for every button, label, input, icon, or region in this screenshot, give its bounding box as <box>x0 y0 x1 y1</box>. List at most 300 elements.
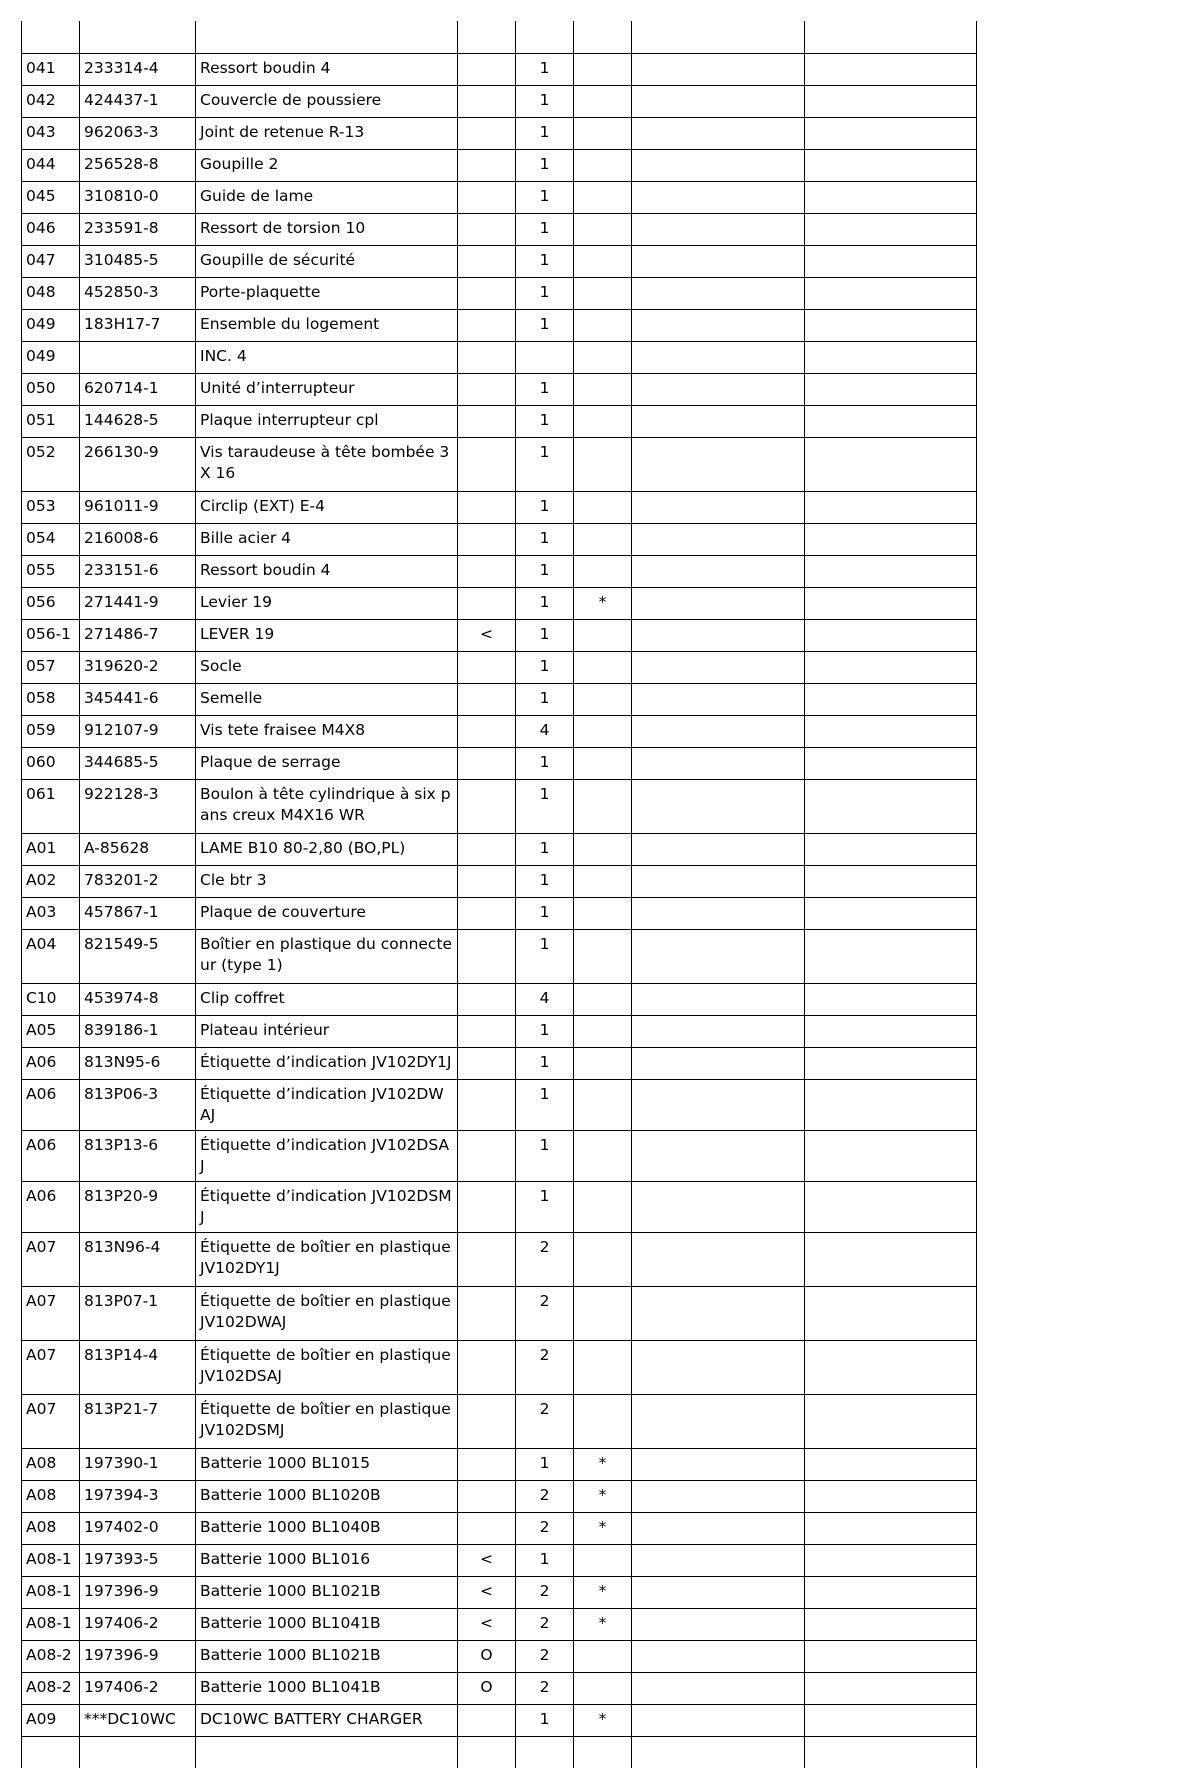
item-number: 059 <box>22 715 80 747</box>
part-number: 197396-9 <box>80 1640 196 1672</box>
quantity: 1 <box>516 53 574 85</box>
note-mark <box>574 1544 632 1576</box>
note-mark <box>574 245 632 277</box>
empty-cell <box>805 437 977 491</box>
part-number: 197390-1 <box>80 1448 196 1480</box>
part-description: Étiquette d’indication JV102DSAJ <box>196 1130 458 1181</box>
empty-cell <box>805 619 977 651</box>
part-description: Goupille 2 <box>196 149 458 181</box>
empty-cell <box>805 865 977 897</box>
empty-cell <box>458 1736 516 1768</box>
note-mark <box>574 929 632 983</box>
change-mark <box>458 555 516 587</box>
quantity: 1 <box>516 747 574 779</box>
empty-cell <box>805 555 977 587</box>
table-row <box>22 1394 977 1448</box>
quantity: 1 <box>516 1079 574 1130</box>
quantity: 1 <box>516 555 574 587</box>
note-mark <box>574 683 632 715</box>
part-number: 813P07-1 <box>80 1286 196 1340</box>
note-mark <box>574 865 632 897</box>
part-number: 839186-1 <box>80 1015 196 1047</box>
note-mark <box>574 373 632 405</box>
empty-cell <box>805 929 977 983</box>
part-description: Batterie 1000 BL1041B <box>196 1672 458 1704</box>
part-description: Étiquette d’indication JV102DWAJ <box>196 1079 458 1130</box>
change-mark <box>458 85 516 117</box>
part-number: 144628-5 <box>80 405 196 437</box>
part-description: Batterie 1000 BL1015 <box>196 1448 458 1480</box>
change-mark <box>458 897 516 929</box>
change-mark <box>458 779 516 833</box>
note-mark <box>574 213 632 245</box>
change-mark <box>458 1181 516 1232</box>
part-number: 183H17-7 <box>80 309 196 341</box>
item-number: A08 <box>22 1512 80 1544</box>
part-number: 233314-4 <box>80 53 196 85</box>
item-number: A06 <box>22 1079 80 1130</box>
change-mark <box>458 1448 516 1480</box>
empty-cell <box>632 1512 805 1544</box>
quantity: 1 <box>516 1047 574 1079</box>
table-row <box>22 1448 977 1480</box>
quantity: 2 <box>516 1286 574 1340</box>
table-row <box>22 747 977 779</box>
empty-cell <box>805 1015 977 1047</box>
part-number: 961011-9 <box>80 491 196 523</box>
empty-cell <box>805 1672 977 1704</box>
table-row <box>22 1340 977 1394</box>
part-number: 912107-9 <box>80 715 196 747</box>
quantity: 1 <box>516 181 574 213</box>
item-number: A06 <box>22 1047 80 1079</box>
part-description: Couvercle de poussiere <box>196 85 458 117</box>
note-mark: * <box>574 1704 632 1736</box>
part-number: 197396-9 <box>80 1576 196 1608</box>
change-mark <box>458 437 516 491</box>
change-mark <box>458 1480 516 1512</box>
empty-cell <box>632 897 805 929</box>
item-number: A08 <box>22 1480 80 1512</box>
note-mark <box>574 181 632 213</box>
table-row <box>22 491 977 523</box>
part-description: Vis tete fraisee M4X8 <box>196 715 458 747</box>
quantity: 1 <box>516 277 574 309</box>
change-mark: < <box>458 1576 516 1608</box>
empty-cell <box>632 1544 805 1576</box>
note-mark <box>574 85 632 117</box>
note-mark <box>574 651 632 683</box>
table-row <box>22 245 977 277</box>
quantity: 1 <box>516 437 574 491</box>
part-number: 813P14-4 <box>80 1340 196 1394</box>
table-row <box>22 983 977 1015</box>
quantity: 2 <box>516 1340 574 1394</box>
item-number: 045 <box>22 181 80 213</box>
empty-cell <box>805 491 977 523</box>
empty-cell <box>632 1736 805 1768</box>
item-number: A08 <box>22 1448 80 1480</box>
item-number: 055 <box>22 555 80 587</box>
part-description: Plaque de serrage <box>196 747 458 779</box>
change-mark <box>458 373 516 405</box>
change-mark <box>458 833 516 865</box>
part-number: 922128-3 <box>80 779 196 833</box>
parts-table-body <box>22 21 977 1768</box>
table-row <box>22 181 977 213</box>
table-row <box>22 53 977 85</box>
table-row <box>22 405 977 437</box>
empty-cell <box>805 1286 977 1340</box>
note-mark: * <box>574 1512 632 1544</box>
part-number: 271486-7 <box>80 619 196 651</box>
empty-cell <box>632 1181 805 1232</box>
empty-cell <box>632 149 805 181</box>
note-mark: * <box>574 587 632 619</box>
empty-cell <box>805 779 977 833</box>
change-mark <box>458 1704 516 1736</box>
table-row <box>22 1079 977 1130</box>
item-number: 043 <box>22 117 80 149</box>
note-mark: * <box>574 1480 632 1512</box>
item-number: 042 <box>22 85 80 117</box>
part-description: Batterie 1000 BL1016 <box>196 1544 458 1576</box>
part-number: 271441-9 <box>80 587 196 619</box>
table-row <box>22 897 977 929</box>
part-number: 813N95-6 <box>80 1047 196 1079</box>
note-mark <box>574 715 632 747</box>
part-description: Batterie 1000 BL1020B <box>196 1480 458 1512</box>
quantity: 1 <box>516 405 574 437</box>
note-mark <box>574 833 632 865</box>
empty-cell <box>805 117 977 149</box>
item-number: 056 <box>22 587 80 619</box>
table-row <box>22 149 977 181</box>
part-number: 620714-1 <box>80 373 196 405</box>
part-description: Batterie 1000 BL1021B <box>196 1640 458 1672</box>
item-number: 050 <box>22 373 80 405</box>
note-mark <box>574 309 632 341</box>
part-description: Étiquette de boîtier en plastique JV102DSAJ <box>196 1340 458 1394</box>
empty-cell <box>632 277 805 309</box>
part-number: 233151-6 <box>80 555 196 587</box>
table-row <box>22 1704 977 1736</box>
empty-cell <box>805 523 977 555</box>
quantity: 1 <box>516 1015 574 1047</box>
part-number: 821549-5 <box>80 929 196 983</box>
note-mark: * <box>574 1576 632 1608</box>
part-number: 266130-9 <box>80 437 196 491</box>
part-number: 197394-3 <box>80 1480 196 1512</box>
empty-cell <box>805 277 977 309</box>
item-number: A03 <box>22 897 80 929</box>
note-mark <box>574 983 632 1015</box>
table-row <box>22 213 977 245</box>
empty-cell <box>632 555 805 587</box>
item-number: A08-2 <box>22 1672 80 1704</box>
item-number: 058 <box>22 683 80 715</box>
change-mark <box>458 213 516 245</box>
part-description: Joint de retenue R-13 <box>196 117 458 149</box>
table-row <box>22 619 977 651</box>
empty-cell <box>805 1544 977 1576</box>
change-mark <box>458 683 516 715</box>
quantity: 1 <box>516 1704 574 1736</box>
empty-cell <box>632 1130 805 1181</box>
item-number: A01 <box>22 833 80 865</box>
quantity: 2 <box>516 1672 574 1704</box>
part-description: Étiquette de boîtier en plastique JV102DY1J <box>196 1232 458 1286</box>
part-number: 453974-8 <box>80 983 196 1015</box>
item-number: A07 <box>22 1340 80 1394</box>
part-description: Bille acier 4 <box>196 523 458 555</box>
empty-cell <box>805 373 977 405</box>
parts-list-sheet <box>21 21 977 1768</box>
quantity: 1 <box>516 587 574 619</box>
part-description: Porte-plaquette <box>196 277 458 309</box>
quantity: 1 <box>516 85 574 117</box>
item-number: A05 <box>22 1015 80 1047</box>
quantity <box>516 341 574 373</box>
table-row <box>22 1181 977 1232</box>
item-number: 056-1 <box>22 619 80 651</box>
empty-cell <box>805 1340 977 1394</box>
note-mark <box>574 523 632 555</box>
change-mark: O <box>458 1640 516 1672</box>
table-row <box>22 1130 977 1181</box>
empty-cell <box>22 1736 80 1768</box>
item-number: 047 <box>22 245 80 277</box>
table-row <box>22 929 977 983</box>
quantity: 4 <box>516 983 574 1015</box>
part-number: 216008-6 <box>80 523 196 555</box>
empty-cell <box>632 929 805 983</box>
table-row <box>22 1640 977 1672</box>
item-number: A04 <box>22 929 80 983</box>
empty-cell <box>805 1448 977 1480</box>
empty-cell <box>805 85 977 117</box>
change-mark <box>458 1079 516 1130</box>
item-number: 057 <box>22 651 80 683</box>
part-description: Ressort de torsion 10 <box>196 213 458 245</box>
note-mark <box>574 1079 632 1130</box>
empty-cell <box>805 1480 977 1512</box>
part-number: 344685-5 <box>80 747 196 779</box>
note-mark <box>574 149 632 181</box>
note-mark <box>574 897 632 929</box>
empty-cell <box>805 213 977 245</box>
change-mark <box>458 1130 516 1181</box>
note-mark <box>574 53 632 85</box>
empty-cell <box>516 1736 574 1768</box>
table-row <box>22 683 977 715</box>
empty-cell <box>196 1736 458 1768</box>
note-mark <box>574 491 632 523</box>
part-description: Ensemble du logement <box>196 309 458 341</box>
table-row <box>22 779 977 833</box>
change-mark <box>458 309 516 341</box>
quantity: 2 <box>516 1232 574 1286</box>
empty-cell <box>805 341 977 373</box>
quantity: 1 <box>516 929 574 983</box>
empty-cell <box>632 405 805 437</box>
note-mark <box>574 277 632 309</box>
empty-cell <box>632 1394 805 1448</box>
empty-cell <box>632 341 805 373</box>
empty-cell <box>805 181 977 213</box>
part-number: 424437-1 <box>80 85 196 117</box>
quantity: 1 <box>516 833 574 865</box>
quantity: 1 <box>516 1544 574 1576</box>
empty-cell <box>632 779 805 833</box>
part-description: Étiquette de boîtier en plastique JV102DSMJ <box>196 1394 458 1448</box>
empty-cell <box>80 1736 196 1768</box>
empty-cell <box>805 1047 977 1079</box>
quantity: 1 <box>516 619 574 651</box>
table-row <box>22 1047 977 1079</box>
quantity: 1 <box>516 651 574 683</box>
quantity: 1 <box>516 245 574 277</box>
table-row <box>22 1512 977 1544</box>
change-mark <box>458 1340 516 1394</box>
table-row <box>22 1232 977 1286</box>
table-row <box>22 1672 977 1704</box>
quantity: 2 <box>516 1480 574 1512</box>
part-description: Batterie 1000 BL1040B <box>196 1512 458 1544</box>
table-row <box>22 1576 977 1608</box>
part-description: Boîtier en plastique du connecteur (type 1) <box>196 929 458 983</box>
empty-cell <box>632 683 805 715</box>
part-description: Levier 19 <box>196 587 458 619</box>
change-mark <box>458 149 516 181</box>
empty-cell <box>574 1736 632 1768</box>
table-row <box>22 865 977 897</box>
item-number: A07 <box>22 1286 80 1340</box>
change-mark <box>458 1015 516 1047</box>
item-number: A08-2 <box>22 1640 80 1672</box>
empty-cell <box>632 1640 805 1672</box>
table-row <box>22 373 977 405</box>
empty-cell <box>632 1015 805 1047</box>
note-mark <box>574 1015 632 1047</box>
empty-cell <box>805 53 977 85</box>
table-row <box>22 651 977 683</box>
quantity: 1 <box>516 117 574 149</box>
part-description: Batterie 1000 BL1041B <box>196 1608 458 1640</box>
change-mark <box>458 405 516 437</box>
item-number: 053 <box>22 491 80 523</box>
part-number: 197393-5 <box>80 1544 196 1576</box>
change-mark <box>458 865 516 897</box>
part-description: Vis taraudeuse à tête bombée 3X 16 <box>196 437 458 491</box>
change-mark <box>458 245 516 277</box>
empty-cell <box>632 983 805 1015</box>
table-row <box>22 85 977 117</box>
note-mark <box>574 1047 632 1079</box>
empty-cell <box>805 245 977 277</box>
note-mark <box>574 341 632 373</box>
item-number: C10 <box>22 983 80 1015</box>
part-description: Circlip (EXT) E-4 <box>196 491 458 523</box>
quantity: 4 <box>516 715 574 747</box>
empty-cell <box>632 1340 805 1394</box>
part-number: 319620-2 <box>80 651 196 683</box>
part-description: Socle <box>196 651 458 683</box>
empty-cell <box>632 437 805 491</box>
quantity: 1 <box>516 897 574 929</box>
change-mark: O <box>458 1672 516 1704</box>
note-mark <box>574 437 632 491</box>
change-mark <box>458 651 516 683</box>
empty-cell <box>632 213 805 245</box>
part-number: A-85628 <box>80 833 196 865</box>
part-description: DC10WC BATTERY CHARGER <box>196 1704 458 1736</box>
part-number: 233591-8 <box>80 213 196 245</box>
part-number: 345441-6 <box>80 683 196 715</box>
item-number: 061 <box>22 779 80 833</box>
empty-cell <box>632 373 805 405</box>
empty-cell <box>632 865 805 897</box>
part-description: Batterie 1000 BL1021B <box>196 1576 458 1608</box>
table-row <box>22 1015 977 1047</box>
part-number: 197406-2 <box>80 1608 196 1640</box>
note-mark <box>574 405 632 437</box>
part-number: 452850-3 <box>80 277 196 309</box>
empty-cell <box>632 1286 805 1340</box>
part-description: INC. 4 <box>196 341 458 373</box>
part-description: Boulon à tête cylindrique à six pans creux M4X16 WR <box>196 779 458 833</box>
change-mark <box>458 523 516 555</box>
empty-cell <box>805 747 977 779</box>
empty-cell <box>632 1672 805 1704</box>
empty-cell <box>632 587 805 619</box>
note-mark <box>574 117 632 149</box>
empty-cell <box>805 1394 977 1448</box>
part-number: 783201-2 <box>80 865 196 897</box>
change-mark: < <box>458 1608 516 1640</box>
empty-cell <box>632 1480 805 1512</box>
note-mark: * <box>574 1608 632 1640</box>
change-mark <box>458 1512 516 1544</box>
note-mark <box>574 1130 632 1181</box>
table-row <box>22 833 977 865</box>
quantity: 1 <box>516 683 574 715</box>
empty-cell <box>805 683 977 715</box>
table-row <box>22 587 977 619</box>
empty-cell <box>632 833 805 865</box>
note-mark <box>574 1394 632 1448</box>
item-number: A08-1 <box>22 1576 80 1608</box>
part-number: 310485-5 <box>80 245 196 277</box>
change-mark <box>458 53 516 85</box>
table-row <box>22 523 977 555</box>
note-mark <box>574 1286 632 1340</box>
part-number: 813P21-7 <box>80 1394 196 1448</box>
change-mark <box>458 1394 516 1448</box>
empty-cell <box>632 491 805 523</box>
part-description: Plaque interrupteur cpl <box>196 405 458 437</box>
table-row <box>22 309 977 341</box>
item-number: 049 <box>22 309 80 341</box>
empty-cell <box>632 1576 805 1608</box>
part-description: Plaque de couverture <box>196 897 458 929</box>
table-continuation-row <box>22 1736 977 1768</box>
empty-cell <box>805 405 977 437</box>
item-number: 041 <box>22 53 80 85</box>
note-mark <box>574 555 632 587</box>
quantity: 1 <box>516 865 574 897</box>
item-number: A08-1 <box>22 1544 80 1576</box>
